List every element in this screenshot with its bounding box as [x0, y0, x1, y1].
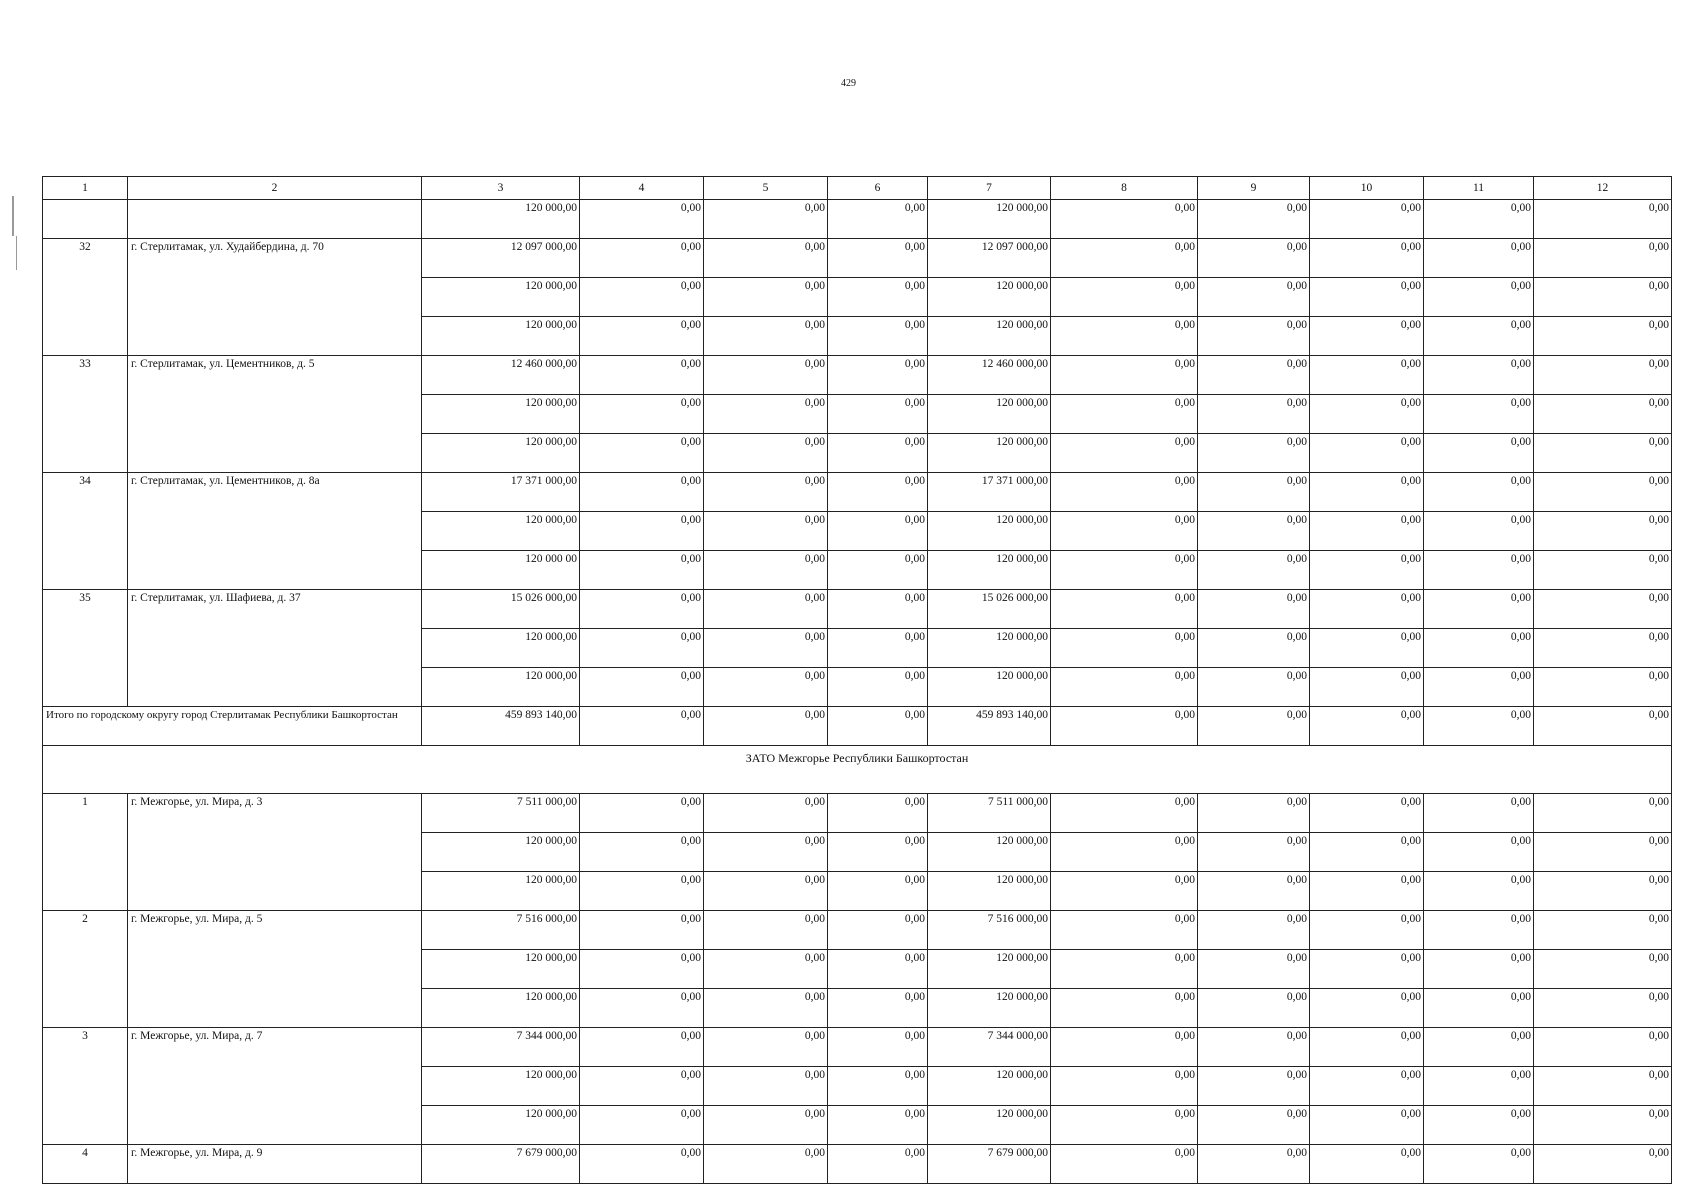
value-cell: 0,00 — [704, 1145, 828, 1184]
value-cell: 0,00 — [1198, 629, 1310, 668]
value-cell: 0,00 — [704, 356, 828, 395]
value-cell: 12 460 000,00 — [422, 356, 580, 395]
value-cell: 0,00 — [1424, 1028, 1534, 1067]
value-cell: 0,00 — [580, 551, 704, 590]
value-cell: 0,00 — [1198, 317, 1310, 356]
value-cell: 0,00 — [1198, 1067, 1310, 1106]
column-header: 6 — [828, 177, 928, 200]
value-cell: 7 516 000,00 — [928, 911, 1051, 950]
value-cell: 0,00 — [580, 872, 704, 911]
value-cell: 0,00 — [580, 668, 704, 707]
value-cell: 0,00 — [580, 707, 704, 746]
value-cell: 0,00 — [1310, 278, 1424, 317]
value-cell: 0,00 — [1198, 668, 1310, 707]
value-cell: 0,00 — [1198, 911, 1310, 950]
value-cell: 0,00 — [580, 239, 704, 278]
row-index: 4 — [43, 1145, 128, 1184]
row-index: 1 — [43, 794, 128, 911]
value-cell: 0,00 — [704, 911, 828, 950]
value-cell: 12 460 000,00 — [928, 356, 1051, 395]
value-cell: 0,00 — [1534, 707, 1672, 746]
value-cell: 0,00 — [580, 950, 704, 989]
value-cell: 0,00 — [704, 833, 828, 872]
value-cell: 0,00 — [704, 551, 828, 590]
column-header: 11 — [1424, 177, 1534, 200]
total-label: Итого по городскому округу город Стерлитамак Республики Башкортостан — [43, 707, 422, 746]
value-cell: 0,00 — [1310, 950, 1424, 989]
value-cell: 120 000,00 — [928, 833, 1051, 872]
value-cell: 0,00 — [1310, 911, 1424, 950]
value-cell: 0,00 — [704, 707, 828, 746]
column-header: 3 — [422, 177, 580, 200]
value-cell: 0,00 — [1310, 473, 1424, 512]
value-cell: 0,00 — [580, 395, 704, 434]
value-cell: 0,00 — [1534, 239, 1672, 278]
value-cell: 0,00 — [1424, 833, 1534, 872]
value-cell: 0,00 — [1424, 356, 1534, 395]
value-cell: 0,00 — [1198, 707, 1310, 746]
value-cell: 0,00 — [1534, 1106, 1672, 1145]
value-cell: 0,00 — [1051, 1028, 1198, 1067]
row-index: 3 — [43, 1028, 128, 1145]
value-cell: 0,00 — [828, 473, 928, 512]
value-cell: 120 000,00 — [928, 395, 1051, 434]
address-cell: г. Межгорье, ул. Мира, д. 5 — [128, 911, 422, 1028]
value-cell: 12 097 000,00 — [422, 239, 580, 278]
value-cell: 120 000,00 — [928, 200, 1051, 239]
value-cell: 0,00 — [580, 317, 704, 356]
value-cell: 0,00 — [1198, 794, 1310, 833]
value-cell: 0,00 — [1051, 989, 1198, 1028]
value-cell: 7 679 000,00 — [422, 1145, 580, 1184]
page-number: 429 — [841, 78, 856, 89]
column-header: 4 — [580, 177, 704, 200]
column-header: 7 — [928, 177, 1051, 200]
value-cell: 0,00 — [828, 395, 928, 434]
value-cell: 0,00 — [1198, 278, 1310, 317]
row-index: 32 — [43, 239, 128, 356]
address-cell: г. Межгорье, ул. Мира, д. 3 — [128, 794, 422, 911]
value-cell: 0,00 — [1310, 707, 1424, 746]
value-cell: 0,00 — [828, 989, 928, 1028]
value-cell: 0,00 — [828, 278, 928, 317]
value-cell: 0,00 — [580, 1145, 704, 1184]
value-cell: 0,00 — [580, 794, 704, 833]
value-cell: 0,00 — [1310, 794, 1424, 833]
column-header: 2 — [128, 177, 422, 200]
column-header: 5 — [704, 177, 828, 200]
value-cell: 0,00 — [704, 395, 828, 434]
value-cell: 120 000,00 — [928, 872, 1051, 911]
value-cell: 0,00 — [1534, 1145, 1672, 1184]
value-cell: 0,00 — [828, 200, 928, 239]
value-cell: 0,00 — [1051, 395, 1198, 434]
value-cell: 0,00 — [580, 989, 704, 1028]
value-cell: 0,00 — [704, 629, 828, 668]
value-cell: 120 000,00 — [422, 200, 580, 239]
value-cell: 17 371 000,00 — [422, 473, 580, 512]
value-cell: 0,00 — [1534, 590, 1672, 629]
value-cell: 0,00 — [1051, 278, 1198, 317]
address-cell: г. Межгорье, ул. Мира, д. 9 — [128, 1145, 422, 1184]
value-cell: 0,00 — [1424, 950, 1534, 989]
value-cell: 0,00 — [1424, 989, 1534, 1028]
value-cell: 0,00 — [1310, 551, 1424, 590]
value-cell: 0,00 — [1534, 434, 1672, 473]
value-cell: 12 097 000,00 — [928, 239, 1051, 278]
value-cell: 0,00 — [1051, 200, 1198, 239]
value-cell: 0,00 — [1198, 950, 1310, 989]
value-cell: 0,00 — [1424, 668, 1534, 707]
value-cell: 0,00 — [1310, 590, 1424, 629]
value-cell: 0,00 — [1051, 872, 1198, 911]
value-cell: 0,00 — [704, 239, 828, 278]
row-index — [43, 200, 128, 239]
value-cell: 0,00 — [704, 668, 828, 707]
value-cell: 0,00 — [1424, 872, 1534, 911]
value-cell: 0,00 — [580, 590, 704, 629]
value-cell: 0,00 — [1310, 668, 1424, 707]
value-cell: 0,00 — [1534, 794, 1672, 833]
value-cell: 0,00 — [1310, 200, 1424, 239]
table-body — [43, 177, 1672, 1184]
value-cell: 0,00 — [1051, 239, 1198, 278]
table-row — [43, 239, 1672, 278]
value-cell: 0,00 — [1198, 1145, 1310, 1184]
value-cell: 0,00 — [1051, 950, 1198, 989]
table-row — [43, 200, 1672, 239]
value-cell: 0,00 — [1198, 590, 1310, 629]
value-cell: 120 000,00 — [422, 668, 580, 707]
value-cell: 0,00 — [1534, 950, 1672, 989]
value-cell: 17 371 000,00 — [928, 473, 1051, 512]
address-cell: г. Стерлитамак, ул. Цементников, д. 8а — [128, 473, 422, 590]
value-cell: 0,00 — [580, 1028, 704, 1067]
value-cell: 0,00 — [704, 434, 828, 473]
value-cell: 0,00 — [828, 833, 928, 872]
value-cell: 0,00 — [1051, 512, 1198, 551]
row-index: 34 — [43, 473, 128, 590]
address-cell: г. Стерлитамак, ул. Цементников, д. 5 — [128, 356, 422, 473]
value-cell: 120 000,00 — [422, 1106, 580, 1145]
table-row — [43, 794, 1672, 833]
value-cell: 0,00 — [828, 512, 928, 551]
row-index: 2 — [43, 911, 128, 1028]
value-cell: 120 000,00 — [422, 872, 580, 911]
value-cell: 0,00 — [828, 239, 928, 278]
value-cell: 459 893 140,00 — [928, 707, 1051, 746]
value-cell: 0,00 — [1310, 512, 1424, 551]
value-cell: 0,00 — [1051, 707, 1198, 746]
value-cell: 0,00 — [828, 1067, 928, 1106]
value-cell: 7 511 000,00 — [422, 794, 580, 833]
value-cell: 0,00 — [1534, 629, 1672, 668]
value-cell: 0,00 — [1198, 512, 1310, 551]
value-cell: 0,00 — [580, 911, 704, 950]
value-cell: 7 516 000,00 — [422, 911, 580, 950]
value-cell: 0,00 — [828, 1145, 928, 1184]
value-cell: 0,00 — [1310, 1067, 1424, 1106]
value-cell: 0,00 — [1424, 395, 1534, 434]
value-cell: 0,00 — [580, 278, 704, 317]
value-cell: 7 344 000,00 — [928, 1028, 1051, 1067]
total-row — [43, 707, 1672, 746]
table-row — [43, 1028, 1672, 1067]
table-row — [43, 590, 1672, 629]
value-cell: 0,00 — [704, 473, 828, 512]
value-cell: 0,00 — [828, 950, 928, 989]
column-header: 1 — [43, 177, 128, 200]
value-cell: 0,00 — [1424, 278, 1534, 317]
value-cell: 120 000,00 — [928, 278, 1051, 317]
value-cell: 0,00 — [828, 668, 928, 707]
value-cell: 0,00 — [1051, 1106, 1198, 1145]
value-cell: 0,00 — [1534, 668, 1672, 707]
value-cell: 0,00 — [704, 1067, 828, 1106]
value-cell: 120 000,00 — [422, 512, 580, 551]
value-cell: 120 000 00 — [422, 551, 580, 590]
value-cell: 120 000,00 — [928, 317, 1051, 356]
budget-table — [42, 176, 1672, 1184]
value-cell: 120 000,00 — [928, 950, 1051, 989]
value-cell: 0,00 — [704, 989, 828, 1028]
value-cell: 0,00 — [1534, 317, 1672, 356]
scan-artifact — [12, 196, 14, 236]
value-cell: 0,00 — [1424, 512, 1534, 551]
value-cell: 0,00 — [1424, 551, 1534, 590]
column-header: 10 — [1310, 177, 1424, 200]
value-cell: 120 000,00 — [928, 1106, 1051, 1145]
address-cell — [128, 200, 422, 239]
value-cell: 0,00 — [1424, 794, 1534, 833]
value-cell: 0,00 — [1051, 590, 1198, 629]
address-cell: г. Стерлитамак, ул. Худайбердина, д. 70 — [128, 239, 422, 356]
value-cell: 0,00 — [828, 551, 928, 590]
value-cell: 0,00 — [1198, 872, 1310, 911]
value-cell: 0,00 — [1198, 1106, 1310, 1145]
value-cell: 0,00 — [1051, 629, 1198, 668]
value-cell: 0,00 — [828, 356, 928, 395]
value-cell: 0,00 — [580, 200, 704, 239]
value-cell: 0,00 — [1051, 434, 1198, 473]
value-cell: 0,00 — [580, 512, 704, 551]
value-cell: 0,00 — [1534, 911, 1672, 950]
value-cell: 0,00 — [828, 1106, 928, 1145]
value-cell: 0,00 — [1310, 1145, 1424, 1184]
value-cell: 7 344 000,00 — [422, 1028, 580, 1067]
value-cell: 0,00 — [828, 794, 928, 833]
value-cell: 0,00 — [704, 950, 828, 989]
value-cell: 120 000,00 — [422, 395, 580, 434]
value-cell: 0,00 — [580, 833, 704, 872]
value-cell: 0,00 — [1424, 911, 1534, 950]
value-cell: 0,00 — [828, 1028, 928, 1067]
section-header-row — [43, 746, 1672, 794]
value-cell: 120 000,00 — [928, 434, 1051, 473]
table-row — [43, 473, 1672, 512]
value-cell: 0,00 — [1310, 833, 1424, 872]
value-cell: 0,00 — [1198, 200, 1310, 239]
value-cell: 0,00 — [1424, 1145, 1534, 1184]
value-cell: 0,00 — [1051, 833, 1198, 872]
value-cell: 459 893 140,00 — [422, 707, 580, 746]
value-cell: 0,00 — [1424, 590, 1534, 629]
value-cell: 0,00 — [580, 1067, 704, 1106]
value-cell: 7 679 000,00 — [928, 1145, 1051, 1184]
value-cell: 0,00 — [1051, 1145, 1198, 1184]
value-cell: 0,00 — [1534, 512, 1672, 551]
value-cell: 120 000,00 — [422, 629, 580, 668]
value-cell: 120 000,00 — [422, 434, 580, 473]
value-cell: 0,00 — [1310, 239, 1424, 278]
value-cell: 0,00 — [828, 911, 928, 950]
value-cell: 0,00 — [1198, 989, 1310, 1028]
value-cell: 15 026 000,00 — [928, 590, 1051, 629]
value-cell: 0,00 — [1198, 434, 1310, 473]
value-cell: 0,00 — [1534, 872, 1672, 911]
section-title: ЗАТО Межгорье Республики Башкортостан — [43, 746, 1672, 794]
value-cell: 120 000,00 — [422, 833, 580, 872]
value-cell: 0,00 — [704, 278, 828, 317]
value-cell: 0,00 — [1310, 629, 1424, 668]
value-cell: 0,00 — [1051, 551, 1198, 590]
value-cell: 0,00 — [1310, 872, 1424, 911]
value-cell: 0,00 — [580, 1106, 704, 1145]
value-cell: 120 000,00 — [928, 668, 1051, 707]
value-cell: 0,00 — [1198, 833, 1310, 872]
value-cell: 120 000,00 — [422, 989, 580, 1028]
value-cell: 0,00 — [704, 1106, 828, 1145]
value-cell: 0,00 — [1534, 1028, 1672, 1067]
value-cell: 0,00 — [704, 872, 828, 911]
value-cell: 0,00 — [1051, 794, 1198, 833]
row-index: 33 — [43, 356, 128, 473]
value-cell: 0,00 — [1051, 356, 1198, 395]
value-cell: 120 000,00 — [928, 629, 1051, 668]
value-cell: 0,00 — [1424, 1067, 1534, 1106]
value-cell: 0,00 — [1051, 911, 1198, 950]
value-cell: 0,00 — [704, 1028, 828, 1067]
value-cell: 0,00 — [704, 590, 828, 629]
column-header-row — [43, 177, 1672, 200]
value-cell: 0,00 — [828, 707, 928, 746]
value-cell: 0,00 — [704, 794, 828, 833]
value-cell: 0,00 — [1424, 473, 1534, 512]
value-cell: 0,00 — [1198, 1028, 1310, 1067]
value-cell: 0,00 — [580, 629, 704, 668]
value-cell: 0,00 — [1310, 317, 1424, 356]
value-cell: 120 000,00 — [928, 1067, 1051, 1106]
value-cell: 0,00 — [1310, 395, 1424, 434]
value-cell: 0,00 — [580, 356, 704, 395]
value-cell: 0,00 — [828, 317, 928, 356]
value-cell: 120 000,00 — [928, 551, 1051, 590]
value-cell: 0,00 — [1424, 239, 1534, 278]
scan-artifact — [16, 236, 17, 270]
value-cell: 120 000,00 — [928, 989, 1051, 1028]
value-cell: 0,00 — [1310, 356, 1424, 395]
address-cell: г. Межгорье, ул. Мира, д. 7 — [128, 1028, 422, 1145]
value-cell: 0,00 — [1534, 1067, 1672, 1106]
row-index: 35 — [43, 590, 128, 707]
value-cell: 120 000,00 — [422, 1067, 580, 1106]
value-cell: 120 000,00 — [422, 278, 580, 317]
value-cell: 0,00 — [828, 872, 928, 911]
column-header: 8 — [1051, 177, 1198, 200]
value-cell: 0,00 — [1534, 395, 1672, 434]
value-cell: 0,00 — [1424, 434, 1534, 473]
table-row — [43, 911, 1672, 950]
value-cell: 0,00 — [580, 473, 704, 512]
value-cell: 0,00 — [1534, 989, 1672, 1028]
value-cell: 0,00 — [1534, 200, 1672, 239]
value-cell: 0,00 — [828, 629, 928, 668]
column-header: 9 — [1198, 177, 1310, 200]
value-cell: 0,00 — [704, 200, 828, 239]
value-cell: 120 000,00 — [422, 317, 580, 356]
value-cell: 0,00 — [580, 434, 704, 473]
table-row — [43, 356, 1672, 395]
value-cell: 0,00 — [1424, 200, 1534, 239]
value-cell: 0,00 — [1534, 356, 1672, 395]
table-row — [43, 1145, 1672, 1184]
address-cell: г. Стерлитамак, ул. Шафиева, д. 37 — [128, 590, 422, 707]
value-cell: 0,00 — [1198, 551, 1310, 590]
value-cell: 0,00 — [1534, 833, 1672, 872]
value-cell: 0,00 — [1051, 317, 1198, 356]
value-cell: 0,00 — [1534, 278, 1672, 317]
value-cell: 0,00 — [1198, 239, 1310, 278]
value-cell: 0,00 — [1424, 1106, 1534, 1145]
value-cell: 0,00 — [1051, 668, 1198, 707]
value-cell: 0,00 — [1310, 434, 1424, 473]
column-header: 12 — [1534, 177, 1672, 200]
value-cell: 0,00 — [1424, 707, 1534, 746]
value-cell: 0,00 — [1534, 473, 1672, 512]
value-cell: 15 026 000,00 — [422, 590, 580, 629]
value-cell: 120 000,00 — [422, 950, 580, 989]
value-cell: 0,00 — [1310, 1106, 1424, 1145]
value-cell: 0,00 — [1051, 473, 1198, 512]
value-cell: 0,00 — [1424, 629, 1534, 668]
value-cell: 120 000,00 — [928, 512, 1051, 551]
value-cell: 0,00 — [1534, 551, 1672, 590]
value-cell: 7 511 000,00 — [928, 794, 1051, 833]
value-cell: 0,00 — [704, 512, 828, 551]
value-cell: 0,00 — [1310, 989, 1424, 1028]
value-cell: 0,00 — [1198, 356, 1310, 395]
value-cell: 0,00 — [828, 434, 928, 473]
value-cell: 0,00 — [828, 590, 928, 629]
value-cell: 0,00 — [1198, 395, 1310, 434]
value-cell: 0,00 — [1310, 1028, 1424, 1067]
value-cell: 0,00 — [1198, 473, 1310, 512]
value-cell: 0,00 — [704, 317, 828, 356]
value-cell: 0,00 — [1051, 1067, 1198, 1106]
value-cell: 0,00 — [1424, 317, 1534, 356]
